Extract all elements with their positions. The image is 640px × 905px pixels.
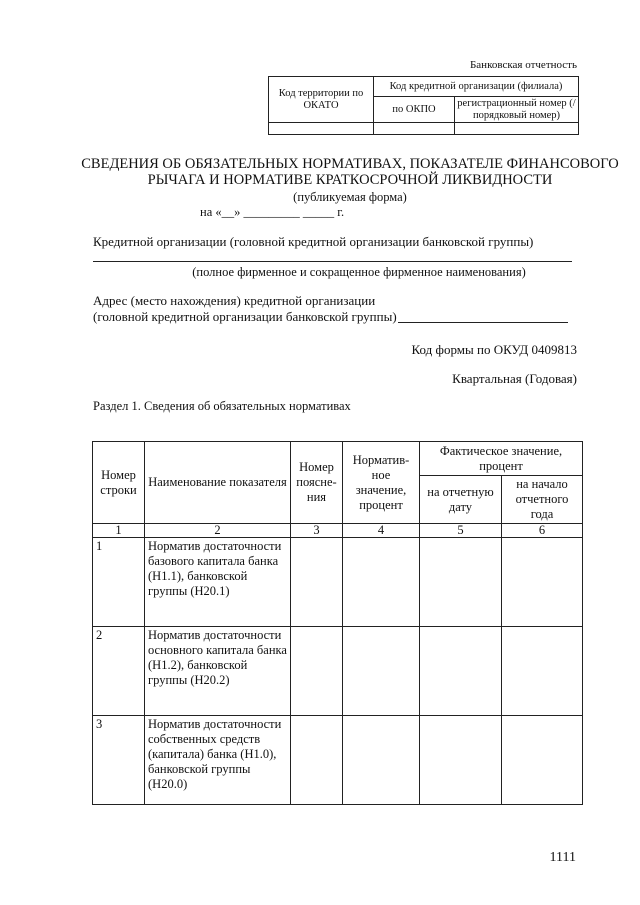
address-label-line-2: (головной кредитной организации банковской группы) [93, 309, 397, 324]
table-row [93, 538, 583, 627]
indicator-name: Норматив достаточности базового капитала банка (Н1.1), банковской группы (Н20.1) [145, 538, 291, 627]
table-row [93, 627, 583, 716]
report-date-value-cell[interactable] [420, 627, 502, 716]
report-type-label: Банковская отчетность [469, 59, 577, 71]
note-number-cell[interactable] [291, 538, 343, 627]
header-note-number: Номер поясне-ния [291, 442, 343, 524]
column-numbers-row [93, 524, 583, 538]
normative-value-cell[interactable] [343, 538, 420, 627]
column-number: 3 [291, 524, 343, 538]
credit-org-code-header: Код кредитной организации (филиала) [374, 77, 579, 97]
address-label-line-1: Адрес (место нахождения) кредитной организации [93, 293, 376, 308]
page-number: 1111 [549, 850, 576, 865]
header-at-year-start: на начало отчетного года [502, 476, 583, 524]
year-start-value-cell[interactable] [502, 627, 583, 716]
credit-org-name-field[interactable] [93, 261, 572, 262]
form-title-line-2: РЫЧАГА И НОРМАТИВЕ КРАТКОСРОЧНОЙ ЛИКВИДНОСТИ [147, 172, 553, 188]
note-number-cell[interactable] [291, 716, 343, 805]
full-name-caption: (полное фирменное и сокращенное фирменное наименования) [192, 265, 526, 279]
header-actual-value: Фактическое значение, процент [420, 442, 583, 476]
okato-header: Код территории по ОКАТО [269, 77, 374, 123]
form-title [60, 156, 640, 188]
row-number: 1 [93, 538, 145, 627]
normative-value-cell[interactable] [343, 627, 420, 716]
reg-number-header: регистрационный номер (/порядковый номер) [455, 97, 579, 123]
report-date-line[interactable]: на «__» _________ _____ г. [200, 205, 345, 219]
okud-form-code: Код формы по ОКУД 0409813 [411, 342, 577, 357]
note-number-cell[interactable] [291, 627, 343, 716]
column-number: 2 [145, 524, 291, 538]
normatives-table [92, 441, 583, 805]
column-number: 1 [93, 524, 145, 538]
header-at-report-date: на отчетную дату [420, 476, 502, 524]
form-title-line-1: СВЕДЕНИЯ ОБ ОБЯЗАТЕЛЬНЫХ НОРМАТИВАХ, ПОКАЗАТЕЛЕ ФИНАНСОВОГО [81, 156, 619, 172]
credit-org-label: Кредитной организации (головной кредитной организации банковской группы) [93, 234, 534, 249]
okato-value-cell[interactable] [269, 123, 374, 135]
address-field[interactable] [398, 322, 568, 323]
row-number: 2 [93, 627, 145, 716]
header-normative-value: Норматив-ное значение, процент [343, 442, 420, 524]
normative-value-cell[interactable] [343, 716, 420, 805]
column-number: 4 [343, 524, 420, 538]
header-indicator-name: Наименование показателя [145, 442, 291, 524]
column-number: 5 [420, 524, 502, 538]
year-start-value-cell[interactable] [502, 538, 583, 627]
report-date-value-cell[interactable] [420, 716, 502, 805]
indicator-name: Норматив достаточности основного капитала банка (Н1.2), банковской группы (Н20.2) [145, 627, 291, 716]
table-row [93, 716, 583, 805]
indicator-name: Норматив достаточности собственных средств (капитала) банка (Н1.0), банковской группы (Н20.0) [145, 716, 291, 805]
column-number: 6 [502, 524, 583, 538]
header-row-number: Номер строки [93, 442, 145, 524]
form-subtitle: (публикуемая форма) [293, 190, 407, 204]
section-title: Раздел 1. Сведения об обязательных нормативах [93, 399, 351, 413]
okpo-value-cell[interactable] [374, 123, 455, 135]
row-number: 3 [93, 716, 145, 805]
year-start-value-cell[interactable] [502, 716, 583, 805]
report-date-value-cell[interactable] [420, 538, 502, 627]
codes-table [268, 76, 579, 135]
reg-number-value-cell[interactable] [455, 123, 579, 135]
okpo-header: по ОКПО [374, 97, 455, 123]
report-period: Квартальная (Годовая) [452, 371, 577, 386]
